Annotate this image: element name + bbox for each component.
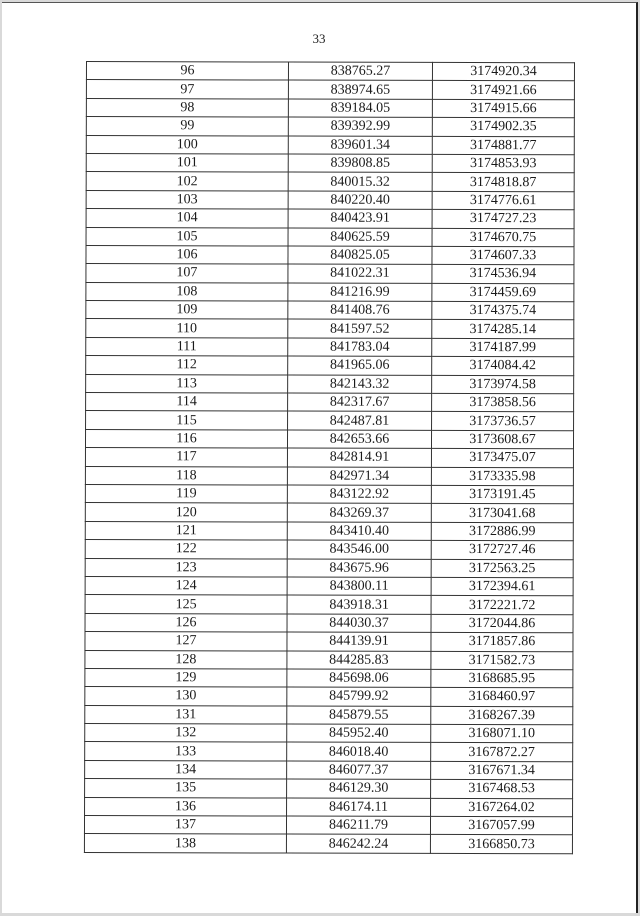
point-number-cell: 109 <box>86 301 288 320</box>
y-coordinate-cell: 3172886.99 <box>431 522 573 541</box>
x-coordinate-cell: 842143.32 <box>288 375 432 394</box>
table-row <box>86 98 574 118</box>
point-number-cell: 113 <box>86 374 288 393</box>
table-row <box>86 393 574 413</box>
y-coordinate-cell: 3171582.73 <box>431 651 573 670</box>
x-coordinate-cell: 843410.40 <box>287 522 431 541</box>
point-number-cell: 117 <box>85 448 287 467</box>
y-coordinate-cell: 3174285.14 <box>432 320 574 339</box>
y-coordinate-cell: 3174776.61 <box>432 191 574 210</box>
point-number-cell: 107 <box>86 264 288 283</box>
x-coordinate-cell: 844285.83 <box>287 651 431 670</box>
y-coordinate-cell: 3174459.69 <box>432 283 574 302</box>
table-row <box>85 576 573 596</box>
table-row <box>85 705 573 725</box>
x-coordinate-cell: 842317.67 <box>288 393 432 412</box>
y-coordinate-cell: 3174670.75 <box>432 228 574 247</box>
x-coordinate-cell: 844030.37 <box>287 614 431 633</box>
x-coordinate-cell: 843918.31 <box>287 595 431 614</box>
y-coordinate-cell: 3174915.66 <box>432 99 574 118</box>
x-coordinate-cell: 843269.37 <box>287 503 431 522</box>
y-coordinate-cell: 3172221.72 <box>431 596 573 615</box>
y-coordinate-cell: 3173736.57 <box>432 412 574 431</box>
table-row <box>85 613 573 633</box>
x-coordinate-cell: 846129.30 <box>287 779 431 798</box>
y-coordinate-cell: 3168685.95 <box>431 669 573 688</box>
table-row <box>85 503 573 523</box>
table-row <box>85 632 573 652</box>
x-coordinate-cell: 839601.34 <box>288 136 432 155</box>
document-page <box>2 2 638 913</box>
x-coordinate-cell: 842653.66 <box>287 430 431 449</box>
y-coordinate-cell: 3167468.53 <box>431 780 573 799</box>
y-coordinate-cell: 3174187.99 <box>432 338 574 357</box>
x-coordinate-cell: 841597.52 <box>288 319 432 338</box>
point-number-cell: 123 <box>85 558 287 577</box>
y-coordinate-cell: 3173041.68 <box>431 504 573 523</box>
x-coordinate-cell: 842487.81 <box>288 411 432 430</box>
point-number-cell: 104 <box>86 209 288 228</box>
y-coordinate-cell: 3172563.25 <box>431 559 573 578</box>
x-coordinate-cell: 841216.99 <box>288 283 432 302</box>
table-row <box>86 117 574 137</box>
table-row <box>85 742 573 762</box>
x-coordinate-cell: 840625.59 <box>288 228 432 247</box>
y-coordinate-cell: 3173335.98 <box>431 467 573 486</box>
x-coordinate-cell: 843800.11 <box>287 577 431 596</box>
table-row <box>85 484 573 504</box>
x-coordinate-cell: 840220.40 <box>288 191 432 210</box>
x-coordinate-cell: 841783.04 <box>288 338 432 357</box>
point-number-cell: 133 <box>85 742 287 761</box>
y-coordinate-cell: 3167671.34 <box>431 761 573 780</box>
table-row <box>85 466 573 486</box>
x-coordinate-cell: 840423.91 <box>288 209 432 228</box>
table-row <box>85 668 573 688</box>
y-coordinate-cell: 3166850.73 <box>430 835 572 854</box>
x-coordinate-cell: 845952.40 <box>287 724 431 743</box>
y-coordinate-cell: 3174607.33 <box>432 246 574 265</box>
x-coordinate-cell: 840015.32 <box>288 172 432 191</box>
y-coordinate-cell: 3174853.93 <box>432 154 574 173</box>
table-row <box>86 301 574 321</box>
point-number-cell: 125 <box>85 595 287 614</box>
y-coordinate-cell: 3171857.86 <box>431 633 573 652</box>
point-number-cell: 101 <box>86 153 288 172</box>
x-coordinate-cell: 843122.92 <box>287 485 431 504</box>
y-coordinate-cell: 3174727.23 <box>432 210 574 229</box>
point-number-cell: 97 <box>86 80 288 99</box>
point-number-cell: 106 <box>86 245 288 264</box>
x-coordinate-cell: 838765.27 <box>288 62 432 81</box>
table-row <box>85 797 573 817</box>
table-row <box>86 411 574 431</box>
point-number-cell: 108 <box>86 282 288 301</box>
table-row <box>86 374 574 394</box>
x-coordinate-cell: 844139.91 <box>287 632 431 651</box>
point-number-cell: 111 <box>86 337 288 356</box>
y-coordinate-cell: 3174881.77 <box>432 136 574 155</box>
point-number-cell: 135 <box>85 779 287 798</box>
point-number-cell: 129 <box>85 668 287 687</box>
point-number-cell: 118 <box>85 466 287 485</box>
point-number-cell: 124 <box>85 576 287 595</box>
x-coordinate-cell: 846174.11 <box>287 798 431 817</box>
point-number-cell: 130 <box>85 687 287 706</box>
coordinate-table-body <box>84 62 574 854</box>
y-coordinate-cell: 3168267.39 <box>431 706 573 725</box>
y-coordinate-cell: 3173608.67 <box>431 430 573 449</box>
x-coordinate-cell: 839808.85 <box>288 154 432 173</box>
y-coordinate-cell: 3167057.99 <box>430 816 572 835</box>
y-coordinate-cell: 3174920.34 <box>432 62 574 81</box>
y-coordinate-cell: 3168460.97 <box>431 688 573 707</box>
x-coordinate-cell: 846077.37 <box>287 761 431 780</box>
table-row <box>85 521 573 541</box>
point-number-cell: 100 <box>86 135 288 154</box>
x-coordinate-cell: 845799.92 <box>287 687 431 706</box>
table-row <box>85 429 573 449</box>
point-number-cell: 122 <box>85 540 287 559</box>
point-number-cell: 110 <box>86 319 288 338</box>
point-number-cell: 112 <box>86 356 288 375</box>
x-coordinate-cell: 846242.24 <box>286 834 430 853</box>
point-number-cell: 102 <box>86 172 288 191</box>
point-number-cell: 115 <box>86 411 288 430</box>
y-coordinate-cell: 3174536.94 <box>432 265 574 284</box>
y-coordinate-cell: 3172044.86 <box>431 614 573 633</box>
table-row <box>86 227 574 247</box>
table-row <box>84 834 572 854</box>
x-coordinate-cell: 846018.40 <box>287 742 431 761</box>
page-number: 33 <box>312 31 326 46</box>
table-row <box>85 540 573 560</box>
table-row <box>85 687 573 707</box>
y-coordinate-cell: 3174818.87 <box>432 173 574 192</box>
table-row <box>86 80 574 100</box>
point-number-cell: 98 <box>86 98 288 117</box>
x-coordinate-cell: 843675.96 <box>287 559 431 578</box>
table-row <box>86 153 574 173</box>
x-coordinate-cell: 845879.55 <box>287 706 431 725</box>
table-row <box>86 190 574 210</box>
x-coordinate-cell: 840825.05 <box>288 246 432 265</box>
table-row <box>86 209 574 229</box>
point-number-cell: 99 <box>86 117 288 136</box>
point-number-cell: 120 <box>85 503 287 522</box>
table-row <box>85 760 573 780</box>
point-number-cell: 114 <box>86 393 288 412</box>
table-row <box>86 337 574 357</box>
y-coordinate-cell: 3173974.58 <box>432 375 574 394</box>
point-number-cell: 131 <box>85 705 287 724</box>
coordinate-table <box>84 61 575 854</box>
y-coordinate-cell: 3173858.56 <box>432 393 574 412</box>
y-coordinate-cell: 3174902.35 <box>432 118 574 137</box>
point-number-cell: 126 <box>85 613 287 632</box>
point-number-cell: 138 <box>84 834 286 853</box>
table-row <box>86 282 574 302</box>
table-row <box>86 62 574 82</box>
y-coordinate-cell: 3167872.27 <box>431 743 573 762</box>
x-coordinate-cell: 841022.31 <box>288 264 432 283</box>
x-coordinate-cell: 842814.91 <box>287 448 431 467</box>
table-row <box>85 724 573 744</box>
point-number-cell: 105 <box>86 227 288 246</box>
x-coordinate-cell: 845698.06 <box>287 669 431 688</box>
x-coordinate-cell: 839392.99 <box>288 117 432 136</box>
point-number-cell: 96 <box>86 62 288 81</box>
y-coordinate-cell: 3167264.02 <box>431 798 573 817</box>
table-row <box>85 595 573 615</box>
y-coordinate-cell: 3174084.42 <box>432 357 574 376</box>
point-number-cell: 132 <box>85 724 287 743</box>
point-number-cell: 103 <box>86 190 288 209</box>
x-coordinate-cell: 839184.05 <box>288 99 432 118</box>
y-coordinate-cell: 3168071.10 <box>431 724 573 743</box>
table-row <box>85 779 573 799</box>
point-number-cell: 119 <box>85 484 287 503</box>
table-row <box>86 172 574 192</box>
y-coordinate-cell: 3174375.74 <box>432 301 574 320</box>
table-row <box>84 816 572 836</box>
point-number-cell: 137 <box>84 816 286 835</box>
table-row <box>86 319 574 339</box>
x-coordinate-cell: 842971.34 <box>287 467 431 486</box>
y-coordinate-cell: 3172727.46 <box>431 541 573 560</box>
x-coordinate-cell: 841965.06 <box>288 356 432 375</box>
table-row <box>86 264 574 284</box>
y-coordinate-cell: 3173475.07 <box>431 449 573 468</box>
point-number-cell: 121 <box>85 521 287 540</box>
point-number-cell: 116 <box>85 429 287 448</box>
x-coordinate-cell: 846211.79 <box>286 816 430 835</box>
point-number-cell: 127 <box>85 632 287 651</box>
x-coordinate-cell: 841408.76 <box>288 301 432 320</box>
table-row <box>85 448 573 468</box>
point-number-cell: 128 <box>85 650 287 669</box>
y-coordinate-cell: 3174921.66 <box>432 81 574 100</box>
y-coordinate-cell: 3172394.61 <box>431 577 573 596</box>
table-row <box>85 558 573 578</box>
table-row <box>86 245 574 265</box>
table-row <box>85 650 573 670</box>
y-coordinate-cell: 3173191.45 <box>431 485 573 504</box>
point-number-cell: 136 <box>85 797 287 816</box>
table-row <box>86 356 574 376</box>
table-row <box>86 135 574 155</box>
x-coordinate-cell: 838974.65 <box>288 80 432 99</box>
x-coordinate-cell: 843546.00 <box>287 540 431 559</box>
point-number-cell: 134 <box>85 760 287 779</box>
